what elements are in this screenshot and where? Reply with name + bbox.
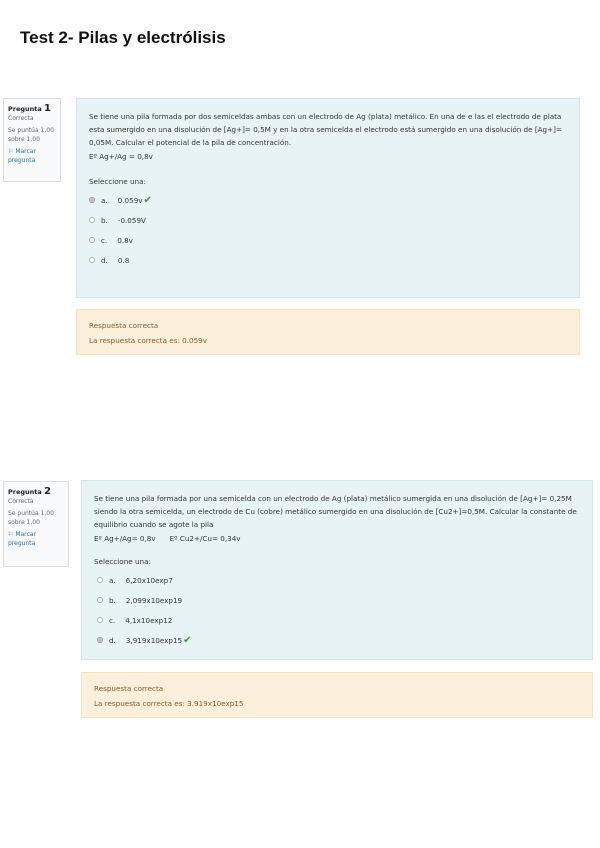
flag-question-link[interactable]: ⚐ Marcar pregunta bbox=[8, 148, 36, 164]
feedback-box-2 bbox=[81, 672, 593, 718]
select-label: Seleccione una: bbox=[94, 557, 151, 566]
flag-icon: ⚐ bbox=[8, 148, 14, 155]
radio-button[interactable] bbox=[97, 577, 103, 583]
answer-list bbox=[89, 190, 567, 270]
question-formula: Eº Ag+/Ag= 0,8v Eº Cu2+/Cu= 0,34v bbox=[94, 534, 241, 543]
question-content-1 bbox=[76, 98, 580, 298]
question-text: Se tiene una pila formada por una semicelda con un electrodo de Ag (plata) metálico sumergida en una disolución de [Ag+]= 0,25M siendo la otra semicelda, un electrodo de Cu (cobre) metálico sumergido en una disolución de [Cu2+]=0,5M. Calcular la constante de equilibrio cuando se agote la pila bbox=[94, 494, 577, 529]
feedback-title: Respuesta correcta bbox=[94, 684, 164, 693]
question-number: 1 bbox=[44, 103, 52, 114]
question-info-2 bbox=[3, 481, 69, 567]
question-formula: Eº Ag+/Ag = 0,8v bbox=[89, 152, 153, 161]
answer-option-a[interactable]: a. 0.059v ✔ bbox=[89, 190, 567, 210]
radio-button-selected[interactable] bbox=[97, 637, 103, 643]
question-number-label: Pregunta 1 bbox=[8, 103, 52, 114]
question-status: Correcta bbox=[8, 115, 34, 122]
radio-button[interactable] bbox=[97, 597, 103, 603]
question-score: Se puntúa 1,00 sobre 1,00 bbox=[8, 510, 54, 526]
question-number-label: Pregunta 2 bbox=[8, 486, 52, 497]
answer-option-d[interactable]: d. 0.8 bbox=[89, 250, 567, 270]
question-text: Se tiene una pila formada por dos semiceldas ambas con un electrodo de Ag (plata) metálico. En una de e las el electrodo de plata esta sumergido en una disolución de [Ag+]= 0,5M y en la otra semicelda el electrodo está sumergido en una disolución de [Ag+]= 0,05M. Calcular el potencial de la pila de concentración. bbox=[89, 112, 562, 147]
question-status: Correcta bbox=[8, 498, 34, 505]
question-info-1 bbox=[3, 98, 61, 182]
radio-button[interactable] bbox=[89, 217, 95, 223]
feedback-correct-answer: La respuesta correcta es: 3.919x10exp15 bbox=[94, 699, 244, 708]
flag-question-link[interactable]: ⚐ Marcar pregunta bbox=[8, 531, 36, 547]
answer-option-a[interactable]: a. 6,20x10exp7 bbox=[97, 570, 580, 590]
question-content-2 bbox=[81, 480, 593, 660]
radio-button[interactable] bbox=[89, 257, 95, 263]
select-label: Seleccione una: bbox=[89, 177, 146, 186]
feedback-correct-answer: La respuesta correcta es: 0.059v bbox=[89, 336, 208, 345]
correct-check-icon: ✔ bbox=[143, 194, 152, 206]
radio-button-selected[interactable] bbox=[89, 197, 95, 203]
correct-check-icon: ✔ bbox=[183, 634, 192, 646]
answer-list bbox=[94, 570, 580, 650]
page-title: Test 2- Pilas y electrólisis bbox=[20, 28, 226, 47]
feedback-title: Respuesta correcta bbox=[89, 321, 159, 330]
radio-button[interactable] bbox=[89, 237, 95, 243]
answer-option-c[interactable]: c. 0.8v bbox=[89, 230, 567, 250]
question-number: 2 bbox=[44, 486, 52, 497]
answer-option-c[interactable]: c. 4,1x10exp12 bbox=[97, 610, 580, 630]
answer-option-d[interactable]: d. 3,919x10exp15 ✔ bbox=[97, 630, 580, 650]
radio-button[interactable] bbox=[97, 617, 103, 623]
answer-option-b[interactable]: b. 2,099x10exp19 bbox=[97, 590, 580, 610]
flag-icon: ⚐ bbox=[8, 531, 14, 538]
answer-option-b[interactable]: b. -0.059V bbox=[89, 210, 567, 230]
question-score: Se puntúa 1,00 sobre 1,00 bbox=[8, 127, 54, 143]
feedback-box-1 bbox=[76, 309, 580, 355]
